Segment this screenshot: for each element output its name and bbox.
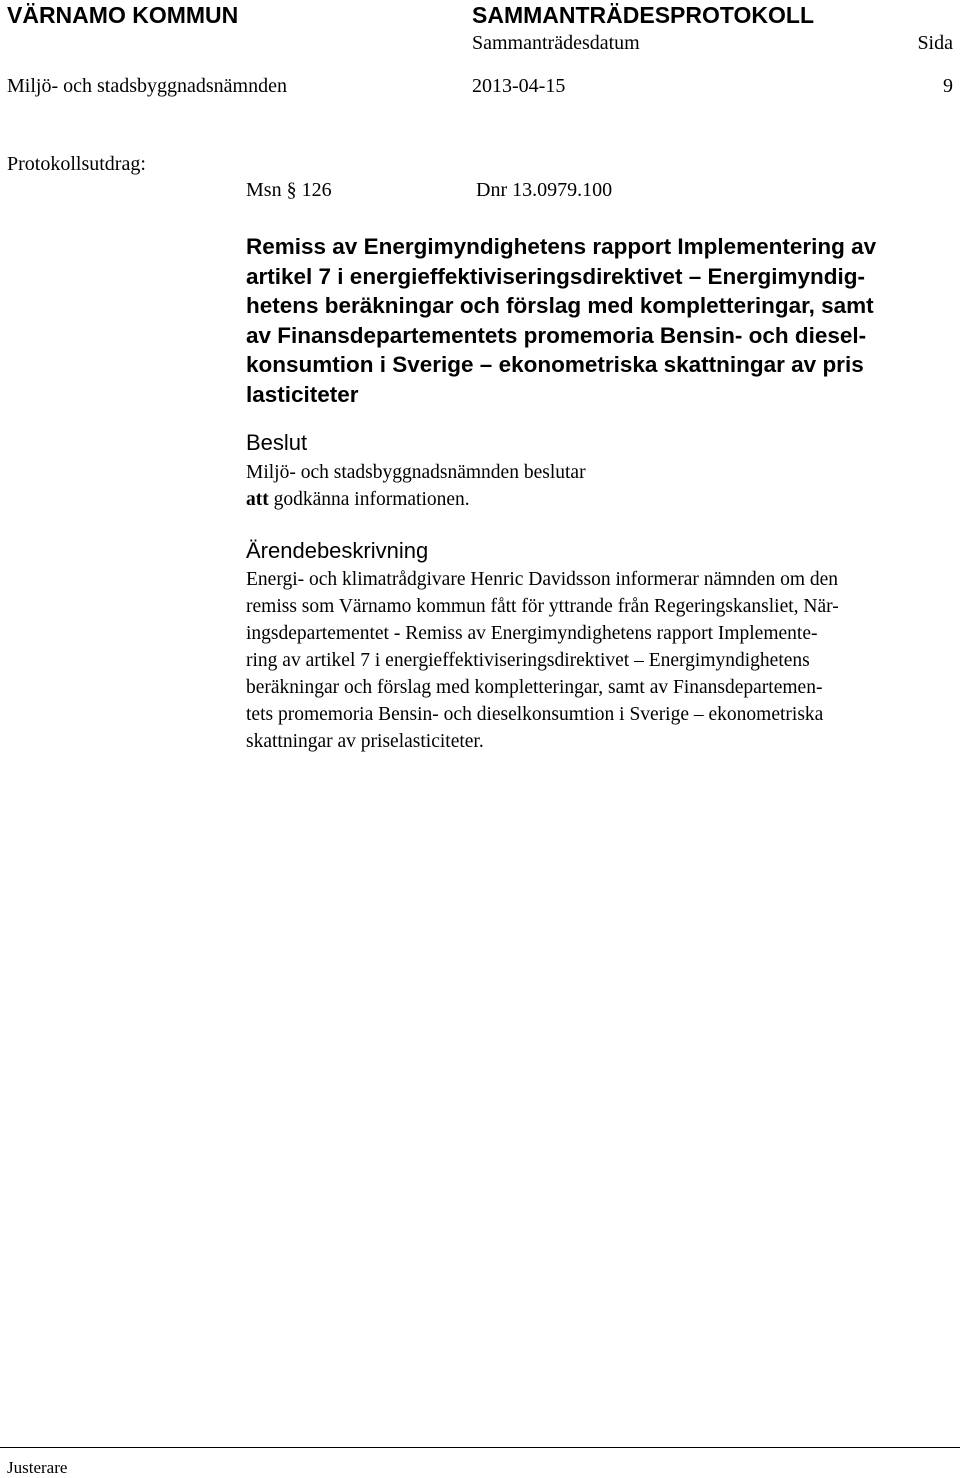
- page-label: Sida: [917, 32, 953, 54]
- title-line: lasticiteter: [246, 381, 359, 407]
- description-line: beräkningar och förslag med kompletteringar, samt av Finansdepartemen-: [246, 677, 823, 698]
- date-label: Sammanträdesdatum: [472, 32, 640, 54]
- title-line: Remiss av Energimyndighetens rapport Implementering av: [246, 234, 877, 259]
- title-line: hetens beräkningar och förslag med kompletteringar, samt: [246, 293, 874, 318]
- decision-line: [246, 486, 586, 513]
- description-line: skattningar av priselasticiteter.: [246, 731, 484, 752]
- item-title: [246, 232, 876, 409]
- extract-label: Protokollsutdrag:: [7, 153, 146, 175]
- page-number: 9: [943, 75, 953, 97]
- description-heading: Ärendebeskrivning: [246, 538, 429, 563]
- decision-rest: godkänna informationen.: [273, 489, 470, 510]
- protocol-title: SAMMANTRÄDESPROTOKOLL: [472, 2, 815, 28]
- description-line: ring av artikel 7 i energieffektiviseringsdirektivet – Energimyndighetens: [246, 650, 810, 671]
- msn-reference: [246, 179, 332, 202]
- description-text: [246, 566, 839, 755]
- dnr-reference: Dnr 13.0979.100: [476, 179, 613, 201]
- justerare-label: Justerare: [7, 1458, 68, 1477]
- msn-prefix: Msn: [246, 179, 282, 201]
- description-line: ingsdepartementet - Remiss av Energimyndighetens rapport Implemente-: [246, 623, 818, 644]
- org-name: VÄRNAMO KOMMUN: [7, 2, 239, 28]
- section-sign: §: [286, 179, 297, 201]
- footer-divider: [0, 1447, 960, 1448]
- title-line: av Finansdepartementets promemoria Bensin- och diesel-: [246, 322, 867, 348]
- title-line: konsumtion i Sverige – ekonometriska skattningar av pris: [246, 352, 864, 377]
- description-line: remiss som Värnamo kommun fått för yttrande från Regeringskansliet, När-: [246, 596, 839, 617]
- decision-heading: Beslut: [246, 430, 308, 455]
- committee-name: Miljö- och stadsbyggnadsnämnden: [7, 75, 287, 97]
- description-line: Energi- och klimatrådgivare Henric Davidsson informerar nämnden om den: [246, 569, 839, 590]
- att-keyword: att: [246, 489, 269, 510]
- meeting-date: 2013-04-15: [472, 75, 566, 97]
- title-line: artikel 7 i energieffektiviseringsdirektivet – Energimyndig-: [246, 263, 865, 289]
- decision-text: [246, 459, 586, 513]
- msn-number: 126: [301, 179, 332, 201]
- decision-line: Miljö- och stadsbyggnadsnämnden beslutar: [246, 462, 586, 483]
- description-line: tets promemoria Bensin- och dieselkonsumtion i Sverige – ekonometriska: [246, 704, 824, 725]
